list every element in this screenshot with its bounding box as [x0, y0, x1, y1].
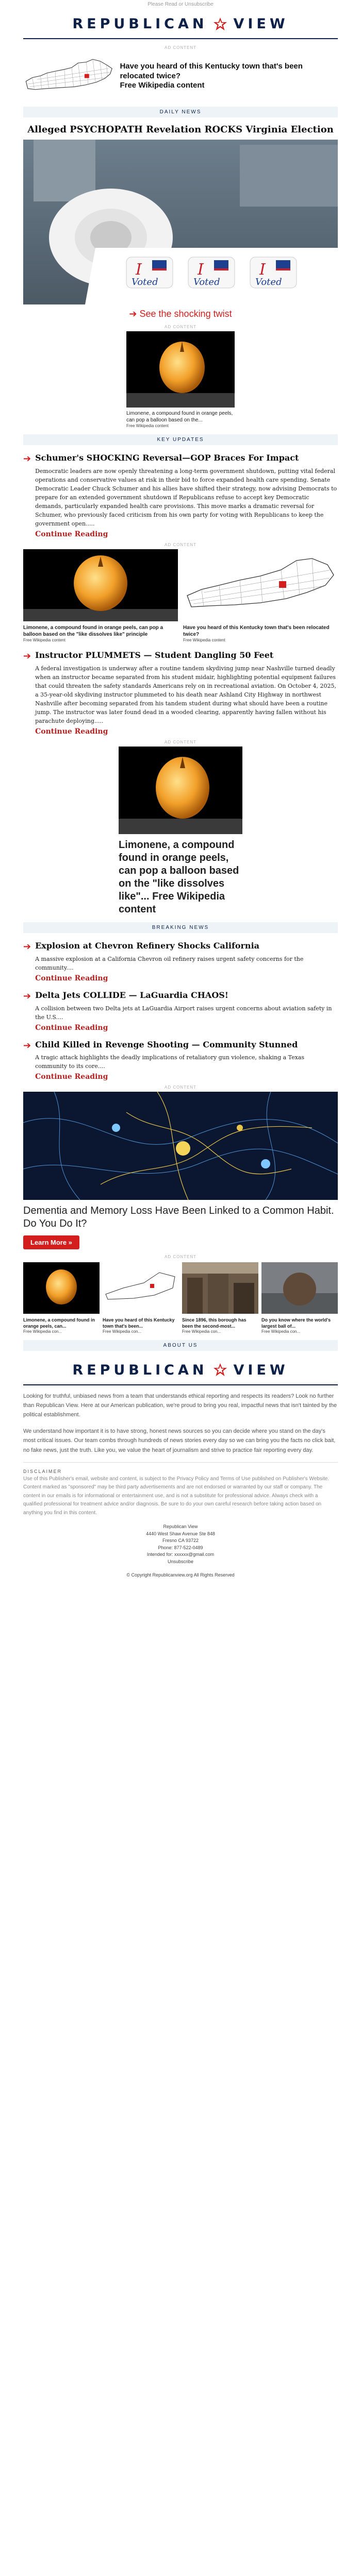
learn-more-button[interactable]: Learn More » [23, 1235, 79, 1249]
orange-peel-image [126, 331, 235, 408]
see-shocking-twist-link[interactable]: ➔ See the shocking twist [129, 309, 232, 319]
borough-photo-image [182, 1262, 258, 1314]
divider [23, 38, 338, 39]
ad-credit: Free Wikipedia con... [261, 1329, 301, 1334]
read-or-unsubscribe-link[interactable]: Please Read or Unsubscribe [147, 2, 214, 7]
footer-line: Phone: 877-522-0489 [158, 1545, 203, 1550]
footer-address [23, 1517, 338, 1565]
ad-dementia[interactable] [23, 1092, 338, 1252]
email-body [23, 0, 338, 1583]
star-icon [212, 16, 228, 32]
ad-kentucky-card[interactable] [183, 549, 338, 642]
ad-label: AD CONTENT [165, 543, 196, 548]
ad-card[interactable] [182, 1262, 258, 1334]
ad-label: AD CONTENT [165, 740, 196, 745]
brand-word-1: REPUBLICAN [72, 1362, 208, 1378]
arrow-icon: ➔ [23, 651, 31, 662]
ad-four-up [23, 1262, 338, 1334]
ad-limonene-card[interactable] [23, 549, 178, 642]
disclaimer-text: Use of this Publisher's email, website and content, is subject to the Privacy Policy and Terms of Use published on Publisher's Website. Content marked as "sponsored" may be third party advertisements and are not endorsed or warranted by our staff or company. The content in our emails is for informational or entertainment use, and is not a substitute for professional advice. Always check with a qualified professional for treatment advice and/or diagnosis. Be sure to do your own careful research before taking action based on anything you find in this content. [23, 1476, 330, 1516]
orange-peel-image [23, 549, 178, 621]
continue-reading-link[interactable]: Continue Reading [35, 530, 108, 539]
orange-peel-image [119, 747, 242, 834]
unsubscribe-link[interactable]: Unsubscribe [167, 1558, 194, 1564]
story-body: A collision between two Delta jets at LaGuardia Airport raises urgent concerns about aviation safety in the U.S.... [35, 1005, 332, 1021]
svg-text:I: I [259, 261, 266, 279]
ad-label: AD CONTENT [165, 325, 196, 330]
footer-line: Intended for: xxxxxx@gmail.com [146, 1552, 215, 1557]
story-title[interactable]: Delta Jets COLLIDE — LaGuardia CHAOS! [35, 990, 228, 1000]
copyright: © Copyright Republicanview.org All Rights Reserved [126, 1572, 235, 1578]
ball-photo-image [261, 1262, 338, 1314]
ad-label: AD CONTENT [165, 1255, 196, 1260]
ad-credit: Free Wikipedia con... [182, 1329, 221, 1334]
ad-credit: Free Wikipedia content [126, 423, 169, 429]
continue-reading-link[interactable]: Continue Reading [35, 974, 108, 982]
ad-caption: Have you heard of this Kentucky town that's been relocated twice? [183, 625, 330, 637]
footer-line: Republican View [163, 1524, 198, 1530]
story-body: Democratic leaders are now openly threatening a long-term government shutdown, putting vital federal operations and conservative values at risk in their bid to force expanded health care spending. Senate Democratic Leader Chuck Schumer and his allies have shifted their strategy, now advising Democrats to prepare for an extended government shutdown if Republicans refuse to accept key Democratic demands, particularly expanded health care provisions. This move marks a dramatic reversal for Schumer, who previously faced criticism from his own party for voting with Republicans to keep the government open..... [35, 467, 337, 528]
star-icon [212, 1362, 228, 1378]
ad-kentucky-town[interactable] [23, 52, 338, 100]
ad-caption: Limonene, a compound found in orange peels, can pop a balloon based on the... [126, 411, 233, 423]
brand-word-2: VIEW [233, 1362, 289, 1378]
section-breaking-news: BREAKING NEWS [23, 922, 338, 933]
lead-headline[interactable]: Alleged PSYCHOPATH Revelation ROCKS Virginia Election [27, 124, 334, 135]
arrow-icon: ➔ [23, 453, 31, 464]
neurons-image [23, 1092, 338, 1200]
kentucky-map-image [183, 549, 338, 621]
section-about-us: ABOUT US [23, 1340, 338, 1351]
orange-peel-image [23, 1262, 100, 1314]
kentucky-map-image [23, 53, 114, 99]
divider [23, 1462, 338, 1463]
brand-logo-footer[interactable] [23, 1357, 338, 1381]
ad-credit: Free Wikipedia content [183, 638, 225, 643]
divider [23, 1384, 338, 1385]
svg-text:I: I [198, 261, 204, 279]
ad-two-up [23, 549, 338, 642]
footer-line: Fresno CA 93722 [162, 1538, 199, 1544]
sticker-text-3: Voted [255, 277, 282, 288]
ad-limonene[interactable] [126, 331, 235, 428]
arrow-icon: ➔ [23, 941, 31, 952]
ad-limonene-large[interactable] [119, 747, 242, 916]
ad-credit: Free Wikipedia con... [23, 1329, 62, 1334]
story-title[interactable]: Explosion at Chevron Refinery Shocks California [35, 941, 260, 951]
story-skydiving [23, 649, 338, 736]
ad-caption: Dementia and Memory Loss Have Been Linked to a Common Habit. Do You Do It? [23, 1205, 334, 1230]
voted-stickers-image[interactable] [23, 140, 338, 304]
story-schumer [23, 451, 338, 538]
story-title[interactable]: Schumer's SHOCKING Reversal—GOP Braces For Impact [35, 453, 299, 463]
story-body: A massive explosion at a California Chevron oil refinery raises urgent safety concerns for the community.... [35, 955, 304, 971]
ad-caption: Limonene, a compound found in orange peels, can... [23, 1317, 95, 1329]
continue-reading-link[interactable]: Continue Reading [35, 727, 108, 736]
arrow-icon: ➔ [23, 990, 31, 1001]
ad-card[interactable] [103, 1262, 179, 1334]
brand-logo[interactable] [23, 11, 338, 35]
svg-text:I: I [136, 261, 142, 279]
continue-reading-link[interactable]: Continue Reading [35, 1023, 108, 1032]
story-chevron [23, 939, 338, 982]
about-text [23, 1392, 338, 1455]
brand-word-2: VIEW [233, 16, 289, 32]
footer-line: 4440 West Shaw Avenue Ste 848 [146, 1531, 215, 1536]
about-paragraph: Looking for truthful, unbiased news from a team that understands ethical reporting and respects its readers? Look no further than Republican View. Here at our American publication, we're proud to bring you real, impactful news that isn't tainted by the political establishment. [23, 1393, 337, 1418]
ad-caption: Since 1896, this borough has been the second-most... [182, 1317, 247, 1329]
disclaimer-title: DISCLAIMER [23, 1468, 62, 1474]
ad-caption: Limonene, a compound found in orange peels, can pop a balloon based on the "like dissolves like" principle [23, 625, 163, 637]
ad-caption: Limonene, a compound found in orange peels, can pop a balloon based on the "like dissolves like"... Free Wikipedia content [119, 839, 239, 916]
sticker-text-1: Voted [132, 277, 158, 288]
story-title[interactable]: Child Killed in Revenge Shooting — Community Stunned [35, 1039, 298, 1049]
continue-reading-link[interactable]: Continue Reading [35, 1073, 108, 1081]
ad-headline: Have you heard of this Kentucky town that's been relocated twice? [120, 61, 303, 80]
story-body: A tragic attack highlights the deadly implications of retaliatory gun violence, shaking a Texas community to its core.... [35, 1054, 305, 1070]
ad-label: AD CONTENT [165, 45, 196, 50]
story-body: A federal investigation is underway after a routine tandem skydiving jump near Nashville turned deadly when an instructor became separated from his student midair, highlighting potential equipment failures that could threaten the safety standards Americans rely on in recreational aviation. On October 4, 2025, a 35-year-old skydiving instructor plummeted to his death near Ashland City Highway in northwest Nashville after becoming separated from his tandem student during what should have been a routine jump. The instructor was later found dead in a wooded clearing, apparently having fallen without his parachute deploying..... [35, 665, 336, 725]
story-shooting [23, 1038, 338, 1081]
ad-caption: Do you know where the world's largest ball of... [261, 1317, 331, 1329]
ad-card[interactable] [23, 1262, 100, 1334]
section-key-updates: KEY UPDATES [23, 434, 338, 445]
ad-credit: Free Wikipedia con... [103, 1329, 142, 1334]
ad-credit: Free Wikipedia content [120, 81, 205, 90]
arrow-icon: ➔ [23, 1040, 31, 1050]
kentucky-map-image [103, 1262, 179, 1314]
story-title[interactable]: Instructor PLUMMETS — Student Dangling 50 Feet [35, 650, 274, 660]
ad-credit: Free Wikipedia content [23, 638, 65, 643]
ad-label: AD CONTENT [165, 1085, 196, 1090]
section-daily-news: DAILY NEWS [23, 107, 338, 117]
about-paragraph: We understand how important it is to have strong, honest news sources so you can decide where you stand on the day's most critical issues. Our team combs through hundreds of news stories every day so we can bring you the facts no click bait, no fake news, just the truth. Like you, we value the heart of journalism and strive to practice fair reporting every day. [23, 1428, 336, 1453]
sticker-text-2: Voted [193, 277, 220, 288]
ad-card[interactable] [261, 1262, 338, 1334]
ad-caption: Have you heard of this Kentucky town that's been... [103, 1317, 175, 1329]
brand-word-1: REPUBLICAN [72, 16, 208, 32]
story-delta [23, 989, 338, 1032]
